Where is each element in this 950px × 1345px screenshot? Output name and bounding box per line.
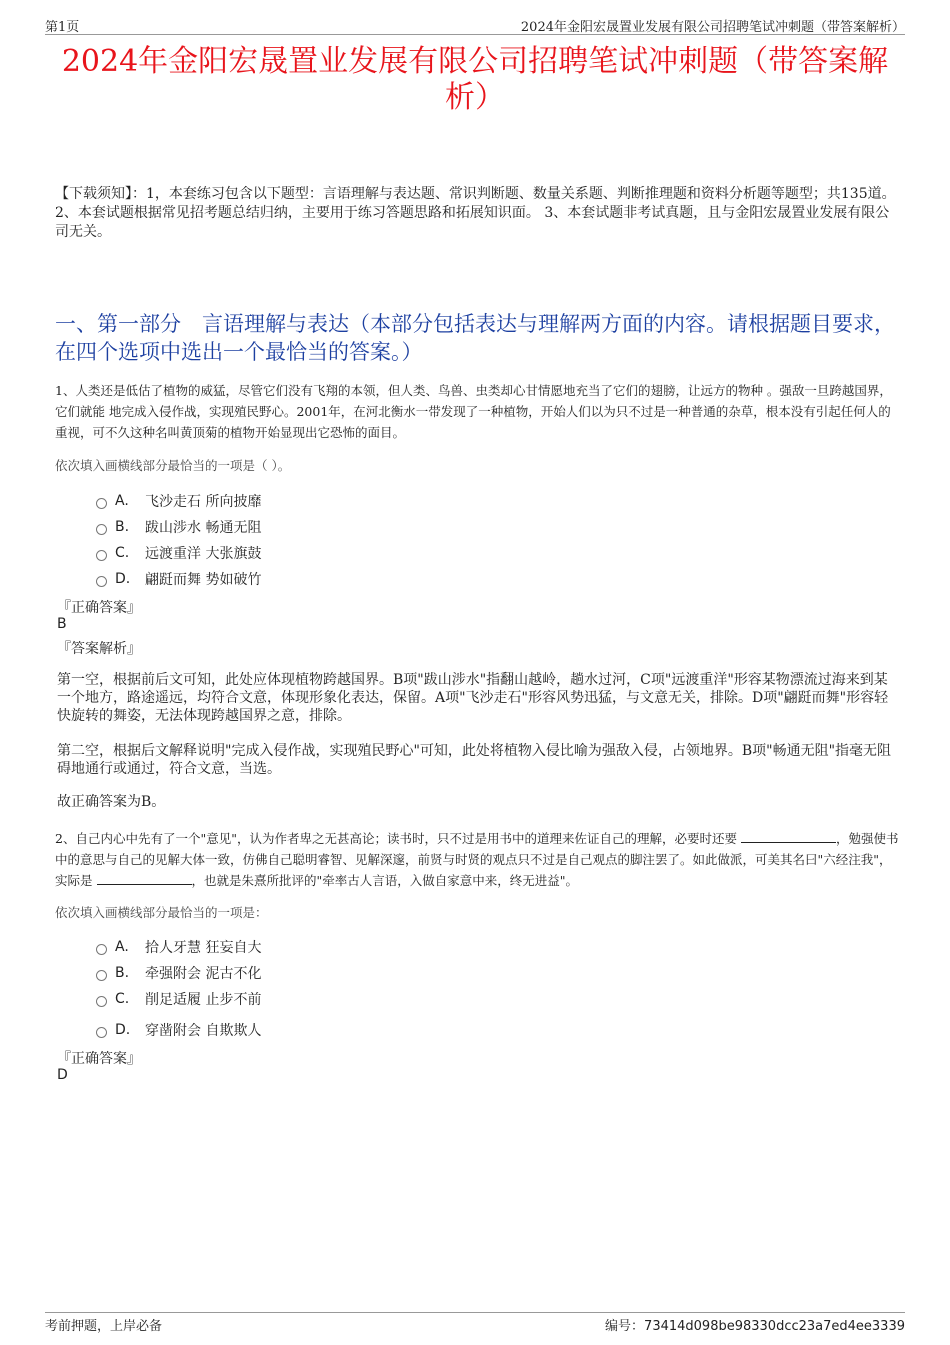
page-footer — [45, 1312, 905, 1334]
question-1-prompt: 依次填入画横线部分最恰当的一项是（ ）。 — [55, 458, 291, 473]
answer-label: 『正确答案』 — [57, 600, 141, 616]
q1-option-d[interactable] — [96, 569, 261, 589]
footer-slogan: 考前押题，上岸必备 — [45, 1319, 163, 1334]
radio-icon[interactable] — [96, 576, 107, 587]
option-key: D. — [115, 571, 131, 587]
download-notice: 【下载须知】：1，本套练习包含以下题型：言语理解与表达题、常识判断题、数量关系题、判断推理题和资料分析题等题型；共135道。 2、本套试题根据常见招考题总结归纳，主要用于练习答题思路和拓展知识面。 3、本套试题非考试真题，且与金阳宏晟置业发展有限公司无关。 — [55, 186, 896, 240]
radio-icon[interactable] — [96, 996, 107, 1007]
q1-option-b[interactable] — [96, 517, 261, 537]
q2-option-c[interactable] — [96, 989, 261, 1009]
document-title: 2024年金阳宏晟置业发展有限公司招聘笔试冲刺题（带答案解析） — [61, 44, 889, 115]
q2-option-d[interactable] — [96, 1020, 261, 1040]
analysis-label: 『答案解析』 — [57, 641, 141, 657]
radio-icon[interactable] — [96, 498, 107, 509]
option-key: B. — [115, 965, 130, 981]
radio-icon[interactable] — [96, 550, 107, 561]
option-text: 跋山涉水 畅通无阻 — [145, 520, 262, 536]
radio-icon[interactable] — [96, 944, 107, 955]
option-key: A. — [115, 493, 129, 509]
option-key: D. — [115, 1022, 131, 1038]
option-text: 拾人牙慧 狂妄自大 — [145, 940, 262, 956]
stem-part: 2、自己内心中先有了一个"意见"，认为作者卑之无甚高论；读书时，只不过是用书中的道理来佐证自己的理解，必要时还要 — [55, 831, 737, 846]
option-key: A. — [115, 939, 129, 955]
question-2-stem — [55, 828, 900, 891]
option-text: 翩跹而舞 势如破竹 — [145, 572, 262, 588]
option-text: 削足适履 止步不前 — [145, 992, 262, 1008]
stem-part: ，也就是朱熹所批评的"牵率古人言语，入做自家意中来，终无进益"。 — [191, 873, 579, 888]
page-header — [45, 14, 905, 35]
option-key: C. — [115, 545, 130, 561]
answer-value: B — [57, 616, 67, 632]
option-text: 穿凿附会 自欺欺人 — [145, 1023, 262, 1039]
answer-label: 『正确答案』 — [57, 1051, 141, 1067]
radio-icon[interactable] — [96, 970, 107, 981]
option-key: C. — [115, 991, 130, 1007]
answer-value: D — [57, 1067, 68, 1083]
q1-option-a[interactable] — [96, 491, 261, 511]
question-1-stem: 1、人类还是低估了植物的威猛，尽管它们没有飞翔的本领，但人类、鸟兽、虫类却心甘情愿地充当了它们的翅膀，让远方的物种 。强敌一旦跨越国界，它们就能 地完成入侵作战，实现殖民野心。2001年，在河北衡水一带发现了一种植物，开始人们以为只不过是一种普通的杂草，根本没有引起任何人的重视，可不久这种名叫黄顶菊的植物开始显现出它恐怖的面目。 — [55, 383, 892, 440]
document-id: 编号：73414d098be98330dcc23a7ed4ee3339 — [605, 1319, 905, 1334]
fill-blank — [97, 872, 192, 885]
fill-blank — [741, 830, 836, 843]
stem-part: ，勉强使书中的意思与自己的见解大体一致，仿佛自己聪明睿智、见解深邃，前贤与时贤的观点只不过是自己观点的脚注罢了。如此做派，可美其名曰"六经注我"，实际是 — [55, 831, 899, 888]
header-title: 2024年金阳宏晟置业发展有限公司招聘笔试冲刺题（带答案解析） — [520, 20, 905, 35]
radio-icon[interactable] — [96, 524, 107, 535]
q2-option-b[interactable] — [96, 963, 261, 983]
option-text: 飞沙走石 所向披靡 — [145, 494, 262, 510]
radio-icon[interactable] — [96, 1027, 107, 1038]
option-key: B. — [115, 519, 130, 535]
analysis-paragraph: 第二空，根据后文解释说明"完成入侵作战，实现殖民野心"可知，此处将植物入侵比喻为强敌入侵，占领地界。B项"畅通无阻"指毫无阻碍地通行或通过，符合文意，当选。 — [57, 743, 892, 777]
analysis-paragraph: 第一空，根据前后文可知，此处应体现植物跨越国界。B项"跋山涉水"指翻山越岭，趟水过河，C项"远渡重洋"形容某物漂流过海来到某一个地方，路途遥远，均符合文意，体现形象化表达，保留。A项"飞沙走石"形容风势迅猛，与文意无关，排除。D项"翩跹而舞"形容轻快旋转的舞姿，无法体现跨越国界之意，排除。 — [57, 672, 889, 724]
q2-option-a[interactable] — [96, 937, 261, 957]
page-number: 第1页 — [45, 20, 80, 35]
option-text: 牵强附会 泥古不化 — [145, 966, 262, 982]
option-text: 远渡重洋 大张旗鼓 — [145, 546, 262, 562]
section-heading: 一、第一部分 言语理解与表达（本部分包括表达与理解两方面的内容。请根据题目要求，在四个选项中选出一个最恰当的答案。） — [55, 312, 895, 364]
question-2-prompt: 依次填入画横线部分最恰当的一项是： — [55, 905, 268, 920]
analysis-conclusion: 故正确答案为B。 — [57, 794, 166, 810]
q1-option-c[interactable] — [96, 543, 261, 563]
